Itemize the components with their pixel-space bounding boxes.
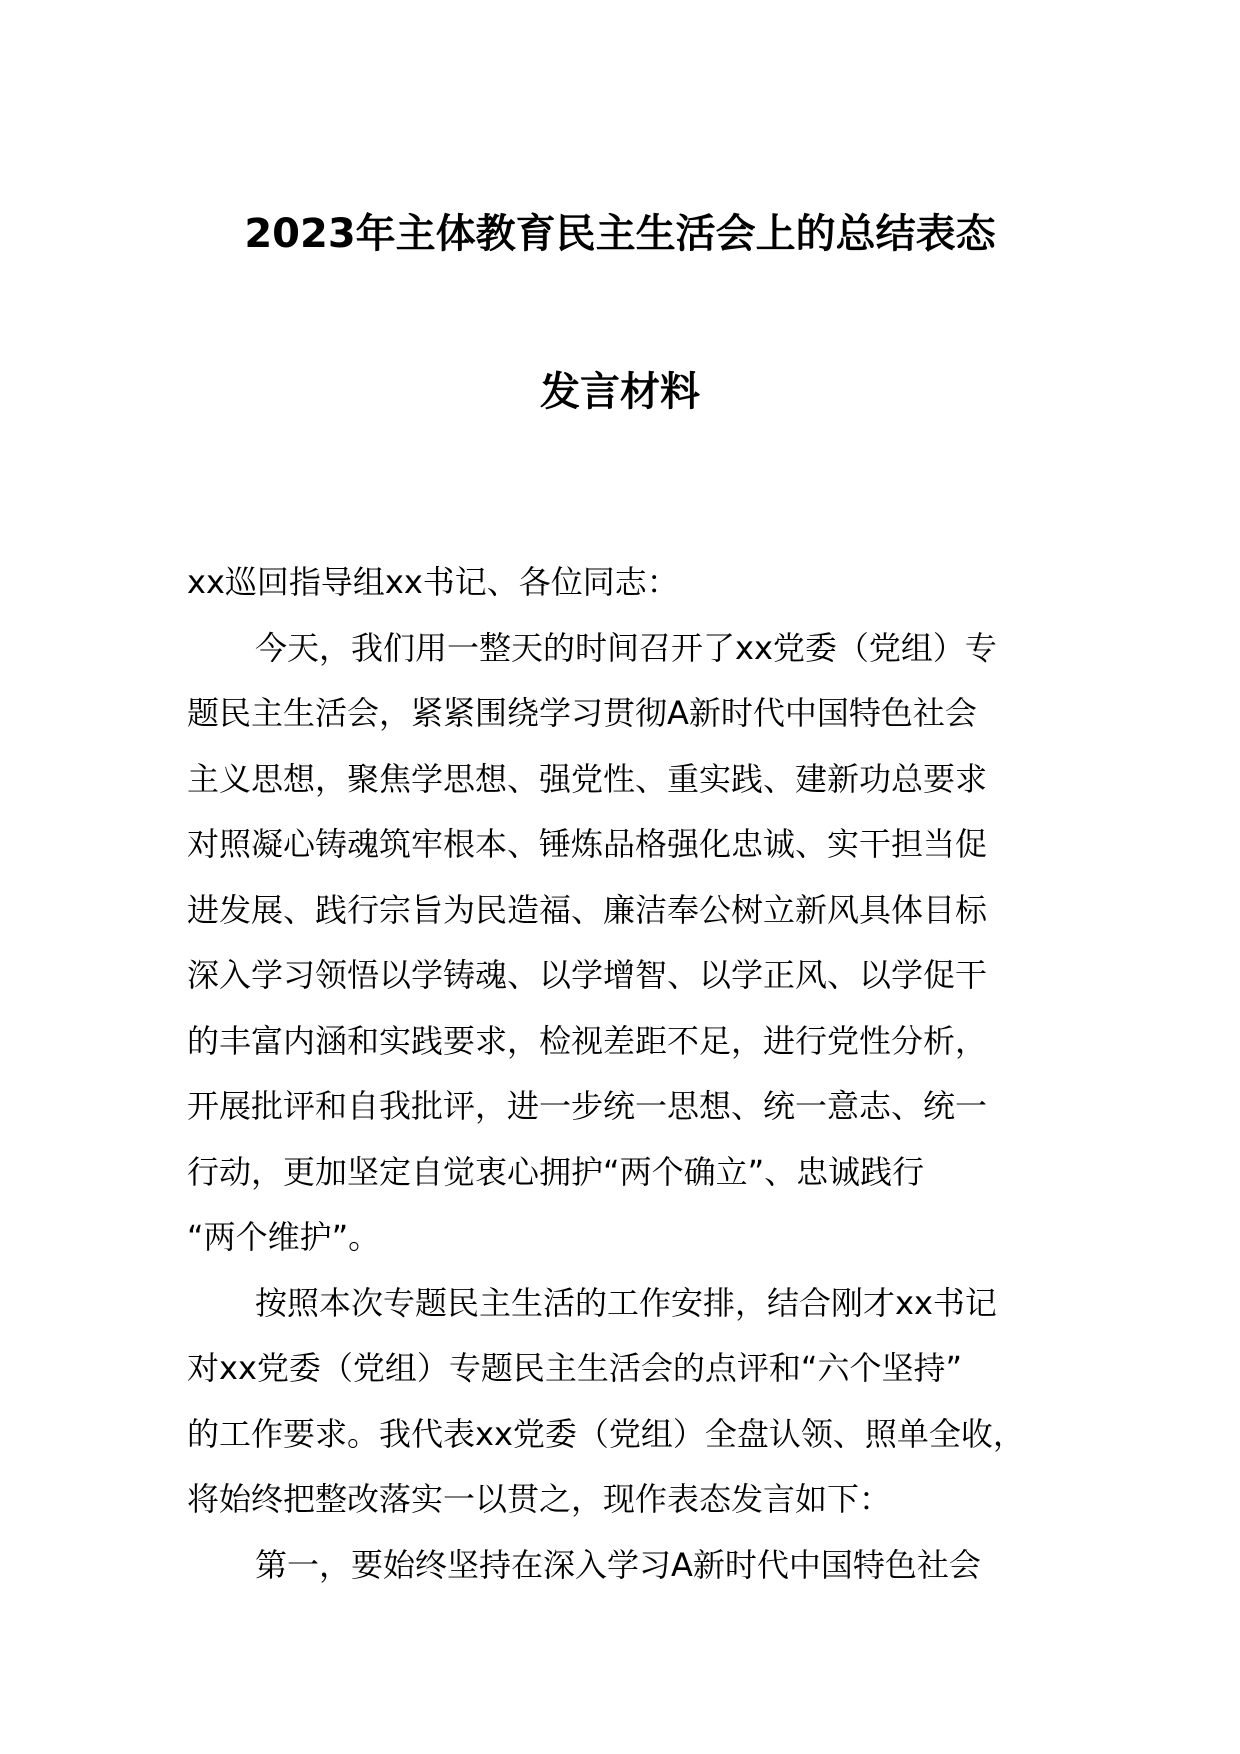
- paragraph-line: “两个维护”。: [187, 1218, 381, 1256]
- paragraph-line: 的丰富内涵和实践要求，检视差距不足，进行党性分析，: [187, 1021, 988, 1060]
- paragraph-line: 行动，更加坚定自觉衷心拥护“两个确立”、忠诚践行: [187, 1152, 925, 1191]
- paragraph-line: 深入学习领悟以学铸魂、以学增智、以学正风、以学促干: [187, 956, 988, 994]
- document-title-line-2: 发言材料: [540, 369, 700, 415]
- paragraph-line: 主义思想，聚焦学思想、强党性、重实践、建新功总要求: [187, 759, 988, 798]
- paragraph-line: 的工作要求。我代表xx党委（党组）全盘认领、照单全收，: [187, 1414, 1025, 1453]
- paragraph-line: 对照凝心铸魂筑牢根本、锤炼品格强化忠诚、实干担当促: [187, 825, 988, 863]
- paragraph-line: 进发展、践行宗旨为民造福、廉洁奉公树立新风具体目标: [187, 890, 988, 929]
- paragraph-line: 今天，我们用一整天的时间召开了xx党委（党组）专: [255, 628, 997, 667]
- paragraph-line: 题民主生活会，紧紧围绕学习贯彻A新时代中国特色社会: [187, 694, 977, 732]
- paragraph-line: 开展批评和自我批评，进一步统一思想、统一意志、统一: [187, 1087, 988, 1125]
- paragraph-line: 将始终把整改落实一以贯之，现作表态发言如下：: [187, 1480, 892, 1518]
- paragraph-line: 第一，要始终坚持在深入学习A新时代中国特色社会: [255, 1545, 981, 1584]
- document-title-line-1: 2023年主体教育民主生活会上的总结表态: [244, 211, 996, 257]
- salutation: xx巡回指导组xx书记、各位同志：: [187, 563, 679, 601]
- document-body: [187, 550, 1067, 1598]
- paragraph-lines: [187, 616, 1067, 1599]
- paragraph-line: 对xx党委（党组）专题民主生活会的点评和“六个坚持”: [187, 1349, 963, 1387]
- paragraph-line: 按照本次专题民主生活的工作安排，结合刚才xx书记: [255, 1283, 997, 1322]
